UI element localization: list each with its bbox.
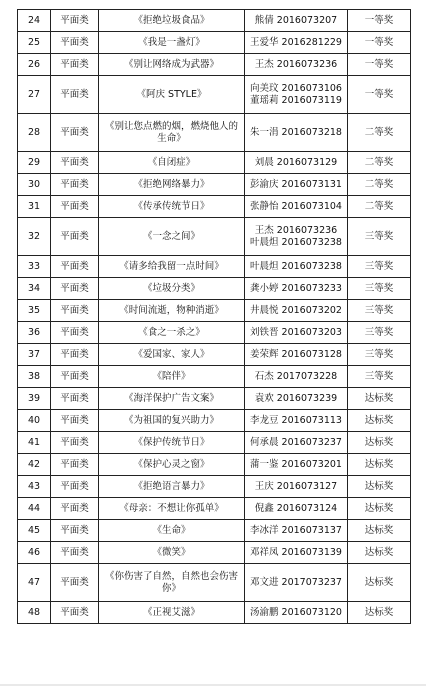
category-cell: 平面类 <box>51 432 99 454</box>
row-number-cell: 47 <box>18 564 51 602</box>
work-title-cell: 《你伤害了自然，自然也会伤害你》 <box>99 564 245 602</box>
row-number-cell: 36 <box>18 322 51 344</box>
category-cell: 平面类 <box>51 10 99 32</box>
author-name: 刘铁晋 2016073203 <box>250 326 342 338</box>
category-cell: 平面类 <box>51 256 99 278</box>
award-level-cell: 二等奖 <box>348 152 411 174</box>
row-number-cell: 39 <box>18 388 51 410</box>
category-cell: 平面类 <box>51 344 99 366</box>
award-level-cell: 一等奖 <box>348 54 411 76</box>
author-name: 袁欢 2016073239 <box>254 392 338 404</box>
table-row <box>18 152 411 174</box>
table-row <box>18 410 411 432</box>
row-number-cell: 28 <box>18 114 51 152</box>
author-cell <box>245 278 348 300</box>
award-level-cell: 达标奖 <box>348 498 411 520</box>
table-row <box>18 366 411 388</box>
award-level-cell: 达标奖 <box>348 410 411 432</box>
row-number-cell: 44 <box>18 498 51 520</box>
award-level-cell: 一等奖 <box>348 10 411 32</box>
table-row <box>18 454 411 476</box>
category-cell: 平面类 <box>51 322 99 344</box>
author-name: 姜荣辉 2016073128 <box>250 348 342 360</box>
category-cell: 平面类 <box>51 32 99 54</box>
author-cell <box>245 520 348 542</box>
category-cell: 平面类 <box>51 278 99 300</box>
author-name: 彭渝庆 2016073131 <box>250 178 342 190</box>
author-cell <box>245 218 348 256</box>
work-title-cell: 《保护心灵之窗》 <box>99 454 245 476</box>
table-row <box>18 32 411 54</box>
row-number-cell: 35 <box>18 300 51 322</box>
category-cell: 平面类 <box>51 152 99 174</box>
row-number-cell: 48 <box>18 602 51 624</box>
category-cell: 平面类 <box>51 564 99 602</box>
author-name: 井晨悦 2016073202 <box>250 304 342 316</box>
award-level-cell: 一等奖 <box>348 76 411 114</box>
work-title-cell: 《正视艾滋》 <box>99 602 245 624</box>
table-row <box>18 54 411 76</box>
award-level-cell: 二等奖 <box>348 174 411 196</box>
author-cell <box>245 388 348 410</box>
award-level-cell: 达标奖 <box>348 542 411 564</box>
author-name: 王爱华 2016281229 <box>250 36 342 48</box>
author-name: 朱一涓 2016073218 <box>250 126 342 138</box>
table-row <box>18 564 411 602</box>
author-name: 李龙豆 2016073113 <box>250 414 342 426</box>
row-number-cell: 40 <box>18 410 51 432</box>
author-cell <box>245 476 348 498</box>
category-cell: 平面类 <box>51 174 99 196</box>
author-cell <box>245 32 348 54</box>
award-level-cell: 达标奖 <box>348 432 411 454</box>
work-title-cell: 《时间流逝，物种消逝》 <box>99 300 245 322</box>
row-number-cell: 27 <box>18 76 51 114</box>
category-cell: 平面类 <box>51 54 99 76</box>
category-cell: 平面类 <box>51 476 99 498</box>
award-level-cell: 二等奖 <box>348 196 411 218</box>
category-cell: 平面类 <box>51 366 99 388</box>
category-cell: 平面类 <box>51 602 99 624</box>
row-number-cell: 34 <box>18 278 51 300</box>
table-row <box>18 388 411 410</box>
author-name: 何承晨 2016073237 <box>250 436 342 448</box>
author-cell <box>245 322 348 344</box>
row-number-cell: 41 <box>18 432 51 454</box>
award-level-cell: 达标奖 <box>348 388 411 410</box>
table-row <box>18 218 411 256</box>
work-title-cell: 《垃圾分类》 <box>99 278 245 300</box>
category-cell: 平面类 <box>51 542 99 564</box>
award-level-cell: 达标奖 <box>348 564 411 602</box>
category-cell: 平面类 <box>51 388 99 410</box>
work-title-cell: 《拒绝网络暴力》 <box>99 174 245 196</box>
category-cell: 平面类 <box>51 114 99 152</box>
row-number-cell: 42 <box>18 454 51 476</box>
author-name: 蒲一鉴 2016073201 <box>250 458 342 470</box>
award-level-cell: 一等奖 <box>348 32 411 54</box>
author-cell <box>245 542 348 564</box>
category-cell: 平面类 <box>51 300 99 322</box>
author-name: 熊倩 2016073207 <box>254 14 338 26</box>
row-number-cell: 38 <box>18 366 51 388</box>
row-number-cell: 26 <box>18 54 51 76</box>
author-name: 邓文进 2017073237 <box>250 576 342 588</box>
award-level-cell: 达标奖 <box>348 476 411 498</box>
page-bottom-divider <box>0 684 426 686</box>
author-cell <box>245 300 348 322</box>
work-title-cell: 《海洋保护广告文案》 <box>99 388 245 410</box>
author-cell <box>245 432 348 454</box>
author-name: 石杰 2017073228 <box>254 370 338 382</box>
award-level-cell: 三等奖 <box>348 344 411 366</box>
author-cell <box>245 366 348 388</box>
row-number-cell: 25 <box>18 32 51 54</box>
author-cell <box>245 564 348 602</box>
author-cell <box>245 54 348 76</box>
table-row <box>18 520 411 542</box>
row-number-cell: 31 <box>18 196 51 218</box>
author-name: 刘晨 2016073129 <box>254 156 338 168</box>
author-name: 叶晨炟 2016073238 <box>250 260 342 272</box>
work-title-cell: 《别让网络成为武器》 <box>99 54 245 76</box>
author-cell <box>245 454 348 476</box>
award-level-cell: 三等奖 <box>348 300 411 322</box>
author-cell <box>245 344 348 366</box>
work-title-cell: 《微笑》 <box>99 542 245 564</box>
work-title-cell: 《爱国家、家人》 <box>99 344 245 366</box>
row-number-cell: 32 <box>18 218 51 256</box>
author-cell <box>245 196 348 218</box>
row-number-cell: 30 <box>18 174 51 196</box>
author-cell <box>245 152 348 174</box>
work-title-cell: 《保护传统节日》 <box>99 432 245 454</box>
table-row <box>18 196 411 218</box>
work-title-cell: 《阿庆 STYLE》 <box>99 76 245 114</box>
table-row <box>18 344 411 366</box>
table-row <box>18 76 411 114</box>
author-name: 邓祥凤 2016073139 <box>250 546 342 558</box>
author-cell <box>245 602 348 624</box>
work-title-cell: 《拒绝垃圾食品》 <box>99 10 245 32</box>
table-row <box>18 498 411 520</box>
author-name: 李冰洋 2016073137 <box>250 524 342 536</box>
award-level-cell: 三等奖 <box>348 218 411 256</box>
category-cell: 平面类 <box>51 520 99 542</box>
category-cell: 平面类 <box>51 76 99 114</box>
work-title-cell: 《拒绝语言暴力》 <box>99 476 245 498</box>
work-title-cell: 《一念之间》 <box>99 218 245 256</box>
work-title-cell: 《生命》 <box>99 520 245 542</box>
row-number-cell: 46 <box>18 542 51 564</box>
author-cell <box>245 114 348 152</box>
author-name: 龚小婷 2016073233 <box>250 282 342 294</box>
category-cell: 平面类 <box>51 498 99 520</box>
awards-table <box>17 9 411 624</box>
work-title-cell: 《别让您点燃的烟，燃烧他人的生命》 <box>99 114 245 152</box>
work-title-cell: 《为祖国的复兴助力》 <box>99 410 245 432</box>
table-row <box>18 278 411 300</box>
award-level-cell: 达标奖 <box>348 520 411 542</box>
author-name: 王杰 2016073236 <box>254 58 338 70</box>
row-number-cell: 37 <box>18 344 51 366</box>
table-row <box>18 322 411 344</box>
work-title-cell: 《自闭症》 <box>99 152 245 174</box>
author-name: 王杰 2016073236 <box>254 224 338 236</box>
row-number-cell: 43 <box>18 476 51 498</box>
author-cell <box>245 174 348 196</box>
table-row <box>18 10 411 32</box>
category-cell: 平面类 <box>51 218 99 256</box>
award-level-cell: 三等奖 <box>348 366 411 388</box>
author-cell <box>245 256 348 278</box>
table-row <box>18 256 411 278</box>
author-name: 董瑶莉 2016073119 <box>250 94 342 106</box>
work-title-cell: 《陪伴》 <box>99 366 245 388</box>
table-row <box>18 300 411 322</box>
table-row <box>18 476 411 498</box>
author-name: 倪鑫 2016073124 <box>254 502 338 514</box>
table-row <box>18 174 411 196</box>
award-level-cell: 二等奖 <box>348 114 411 152</box>
author-cell <box>245 76 348 114</box>
table-row <box>18 432 411 454</box>
row-number-cell: 33 <box>18 256 51 278</box>
work-title-cell: 《我是一盏灯》 <box>99 32 245 54</box>
award-level-cell: 三等奖 <box>348 278 411 300</box>
category-cell: 平面类 <box>51 454 99 476</box>
award-level-cell: 三等奖 <box>348 322 411 344</box>
author-name: 汤渝鹏 2016073120 <box>250 606 342 618</box>
author-cell <box>245 10 348 32</box>
category-cell: 平面类 <box>51 410 99 432</box>
table-row <box>18 542 411 564</box>
work-title-cell: 《传承传统节日》 <box>99 196 245 218</box>
author-name: 叶晨炟 2016073238 <box>250 236 342 248</box>
awards-table-body <box>18 10 411 624</box>
work-title-cell: 《请多给我留一点时间》 <box>99 256 245 278</box>
category-cell: 平面类 <box>51 196 99 218</box>
award-level-cell: 达标奖 <box>348 454 411 476</box>
author-name: 王庆 2016073127 <box>254 480 338 492</box>
row-number-cell: 45 <box>18 520 51 542</box>
author-cell <box>245 410 348 432</box>
table-row <box>18 602 411 624</box>
table-row <box>18 114 411 152</box>
row-number-cell: 29 <box>18 152 51 174</box>
work-title-cell: 《母亲：不想让你孤单》 <box>99 498 245 520</box>
award-level-cell: 三等奖 <box>348 256 411 278</box>
award-level-cell: 达标奖 <box>348 602 411 624</box>
author-name: 张静怡 2016073104 <box>250 200 342 212</box>
author-cell <box>245 498 348 520</box>
work-title-cell: 《食之一杀之》 <box>99 322 245 344</box>
author-name: 向美玟 2016073106 <box>250 82 342 94</box>
row-number-cell: 24 <box>18 10 51 32</box>
